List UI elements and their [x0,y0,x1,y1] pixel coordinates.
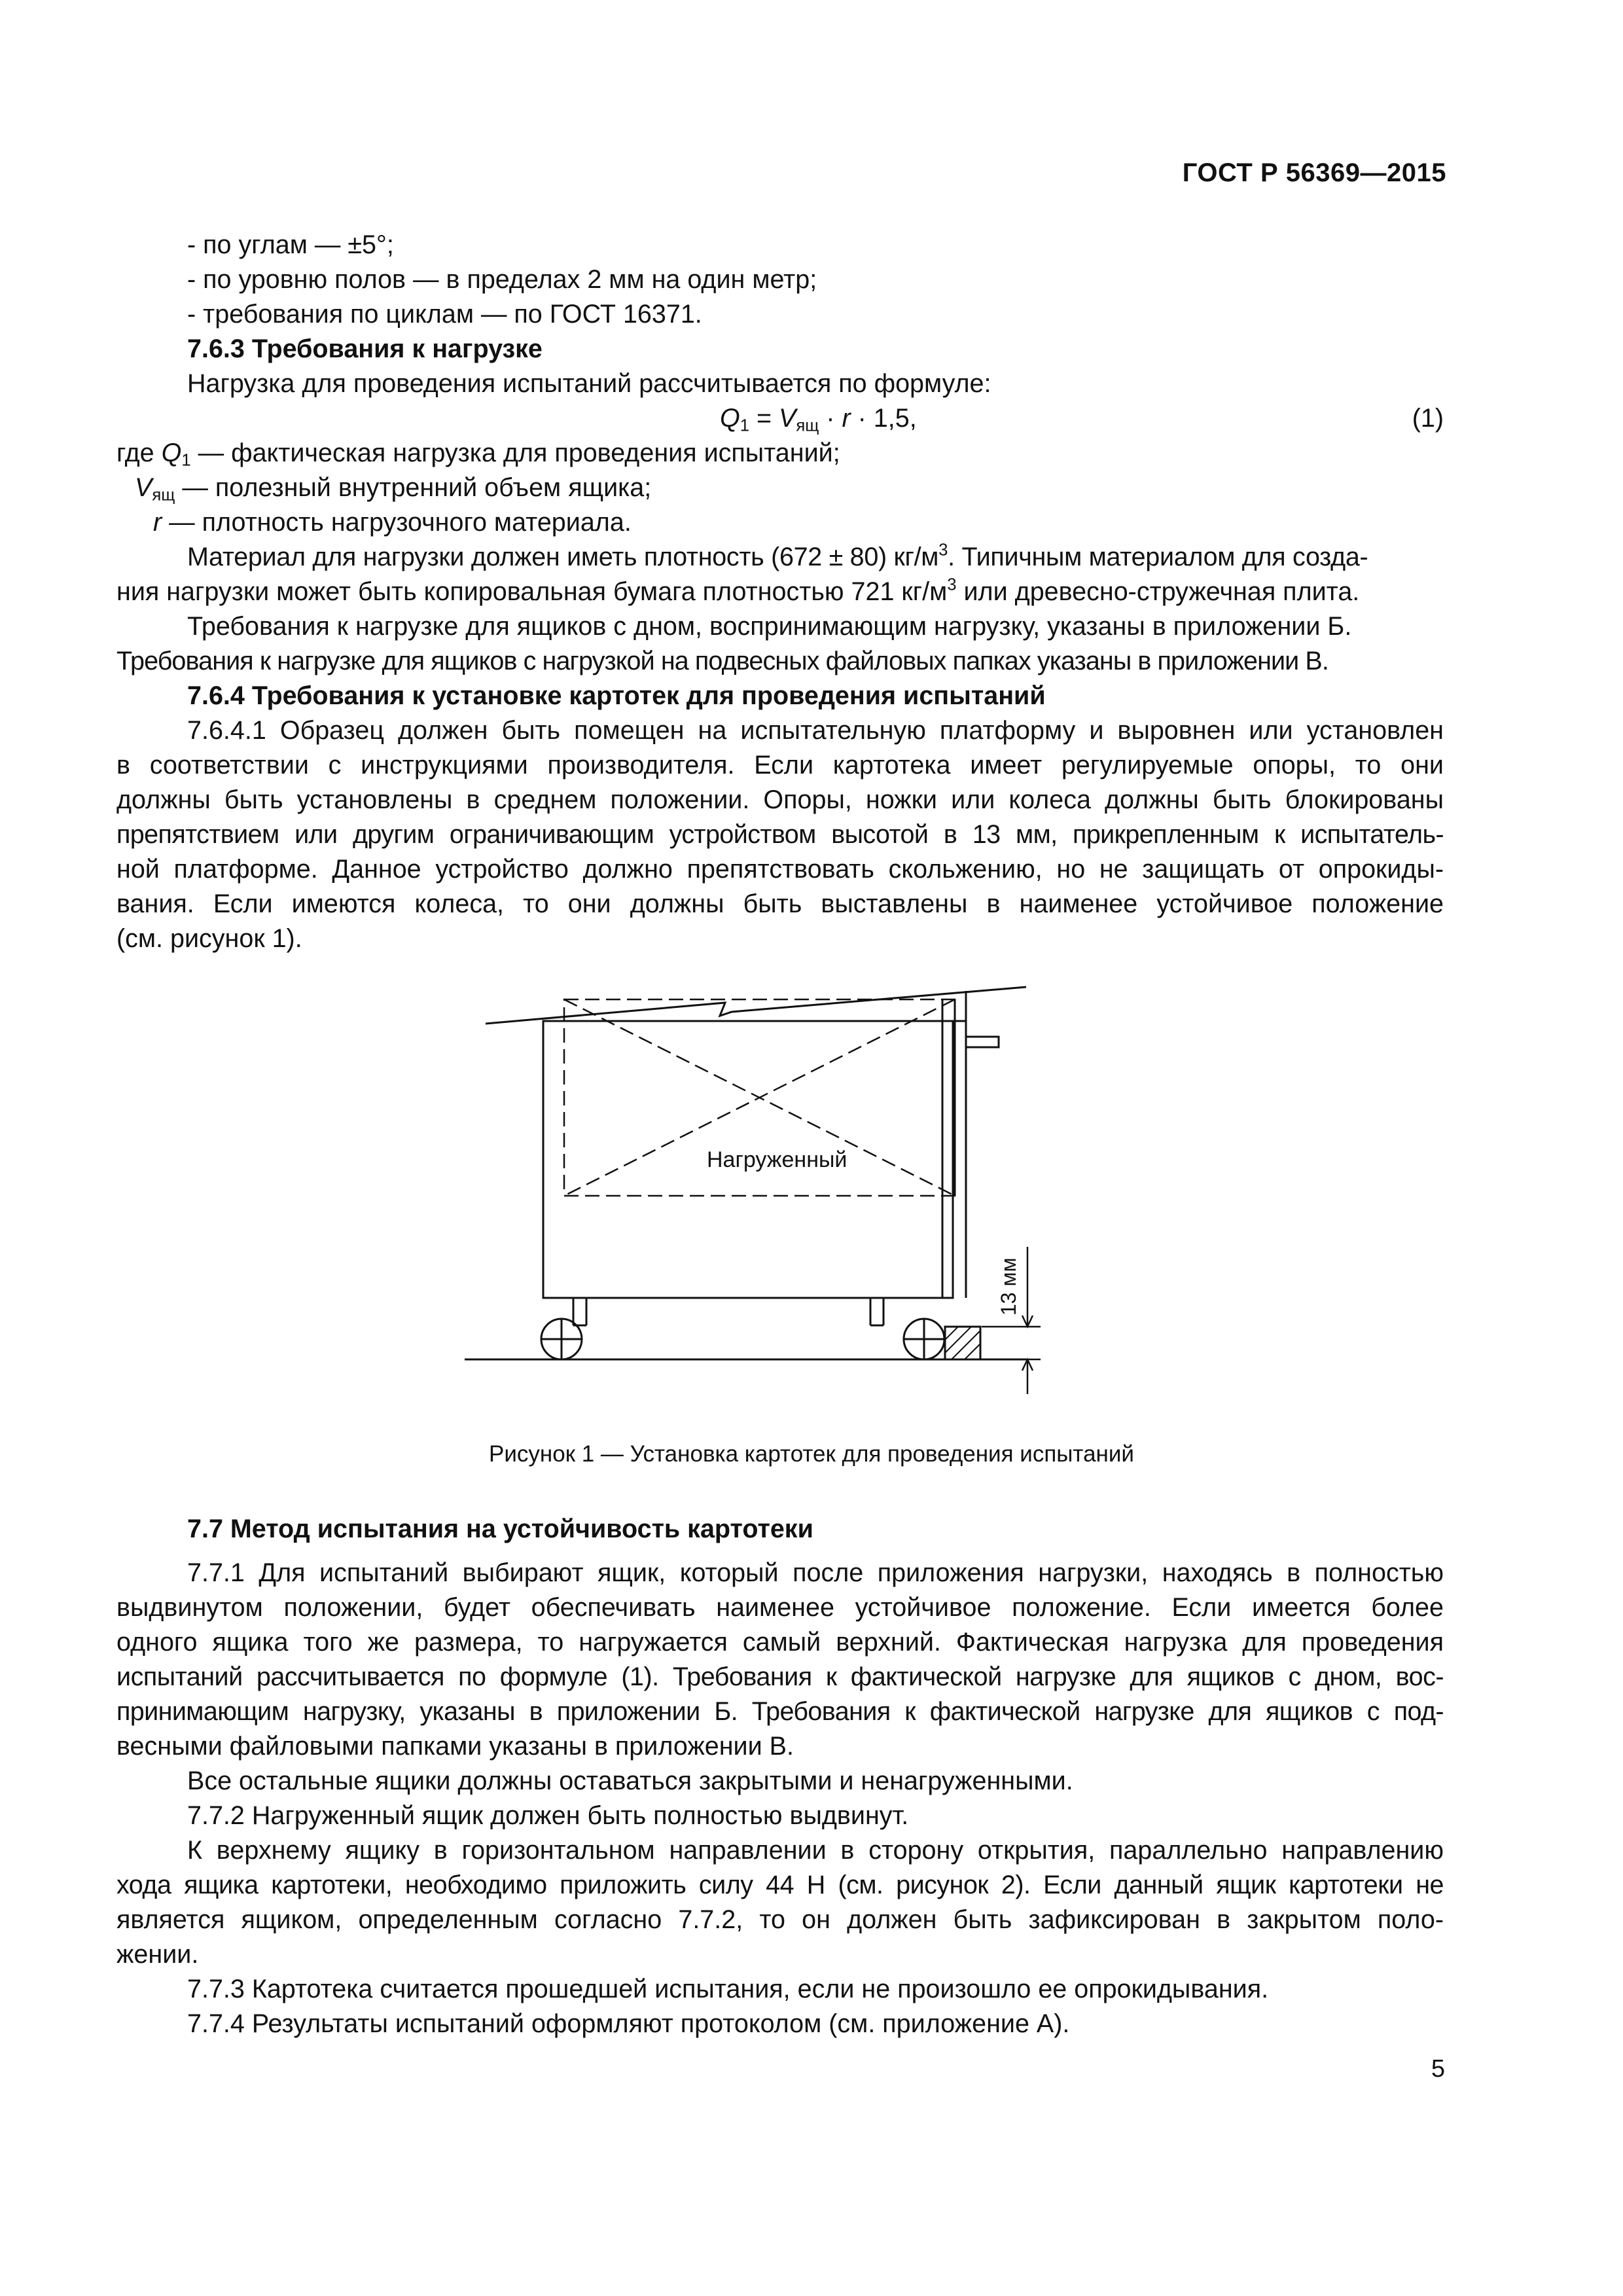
paragraph-line: 7.6.4.1 Образец должен быть помещен на испытательную платформу и выровнен или установлен [187,716,1444,745]
drawer-handle [966,1037,999,1047]
paragraph-line: принимающим нагрузку, указаны в приложении Б. Требования к фактической нагрузке для ящиков с под- [116,1697,1444,1726]
section-heading-7-6-3: 7.6.3 Требования к нагрузке [187,334,543,363]
formula-1: $Q_1 = V_{ящ} \cdot r \cdot 1,5$, [720,404,917,435]
paragraph-line: 7.7.1 Для испытаний выбирают ящик, который после приложения нагрузки, находясь в полностью [187,1558,1444,1587]
stop-block [945,1327,980,1359]
paragraph-line: вания. Если имеются колеса, то они должны быть выставлены в наименее устойчивое положение [116,889,1444,918]
list-item: - по углам — ±5°; [187,230,394,259]
paragraph-line: ния нагрузки может быть копировальная бумага плотностью 721 $кг/м^3$ или древесно-стружечная плита. [116,575,1360,606]
paragraph-line: Материал для нагрузки должен иметь плотность (672 ± 80) $кг/м^3$. Типичным материалом для созда- [187,541,1368,571]
top-break-line [486,987,1026,1024]
figure-1-diagram [458,969,1126,1401]
where-line: $V_{ящ}$ — полезный внутренний объем ящика; [135,473,652,505]
paragraph-line: одного ящика того же размера, то нагружается самый верхний. Фактическая нагрузка для проведения [116,1628,1444,1657]
paragraph-line: испытаний рассчитывается по формуле (1). Требования к фактической нагрузке для ящиков с дном, вос- [116,1662,1444,1691]
loaded-label: Нагруженный [707,1147,847,1172]
section-heading-7-7: 7.7 Метод испытания на устойчивость картотеки [187,1515,813,1543]
where-line: r — плотность нагрузочного материала. [153,508,632,537]
list-item: - по уровню полов — в пределах 2 мм на один метр; [187,265,817,294]
paragraph-line: Все остальные ящики должны оставаться закрытыми и ненагруженными. [187,1767,1073,1795]
paragraph-line: 7.7.4 Результаты испытаний оформляют протоколом (см. приложение А). [187,2009,1070,2038]
section-7-7 [116,1512,1444,2041]
where-line: где $Q_1$ — фактическая нагрузка для проведения испытаний; [116,439,840,470]
paragraph-line: ной платформе. Данное устройство должно препятствовать скольжению, но не защищать от опрокиды- [116,855,1444,884]
paragraph-line: весными файловыми папками указаны в приложении В. [116,1732,794,1761]
page-number: 5 [1431,2055,1445,2083]
paragraph-line: 7.7.3 Картотека считается прошедшей испытания, если не произошло ее опрокидывания. [187,1975,1269,2003]
paragraph-line: жении. [116,1940,199,1969]
paragraph-line: Требования к нагрузке для ящиков с нагрузкой на подвесных файловых папках указаны в приложении В. [116,647,1329,675]
paragraph-line: должны быть установлены в среднем положении. Опоры, ножки или колеса должны быть блокированы [116,785,1444,814]
list-item: - требования по циклам — по ГОСТ 16371. [187,300,702,329]
paragraph-line: (см. рисунок 1). [116,924,302,953]
standard-header: ГОСТ Р 56369—2015 [1182,158,1446,187]
paragraph-line: выдвинутом положении, будет обеспечивать наименее устойчивое положение. Если имеется более [116,1593,1444,1622]
paragraph-line: хода ящика картотеки, необходимо приложить силу 44 Н (см. рисунок 2). Если данный ящик картотеки не [116,1871,1444,1899]
paragraph-line: 7.7.2 Нагруженный ящик должен быть полностью выдвинут. [187,1801,909,1830]
paragraph-line: препятствием или другим ограничивающим устройством высотой в 13 мм, прикрепленным к испытатель- [116,820,1444,849]
figure-caption: Рисунок 1 — Установка картотек для проведения испытаний [489,1441,1134,1467]
equation-number: (1) [1412,404,1444,433]
section-heading-7-6-4: 7.6.4 Требования к установке картотек для проведения испытаний [187,681,1046,710]
paragraph-line: Требования к нагрузке для ящиков с дном, воспринимающим нагрузку, указаны в приложении Б. [187,612,1352,641]
paragraph-line: К верхнему ящику в горизонтальном направлении в сторону открытия, параллельно направлению [187,1836,1444,1865]
paragraph-line: в соответствии с инструкциями производителя. Если картотека имеет регулируемые опоры, то они [116,751,1444,780]
dimension-label: 13 мм [997,1257,1020,1316]
paragraph-line: является ящиком, определенным согласно 7.7.2, то он должен быть зафиксирован в закрытом поло- [116,1905,1444,1934]
formula-intro: Нагрузка для проведения испытаний рассчитывается по формуле: [187,369,991,398]
formula-row [116,401,1444,436]
main-text [116,228,1444,956]
